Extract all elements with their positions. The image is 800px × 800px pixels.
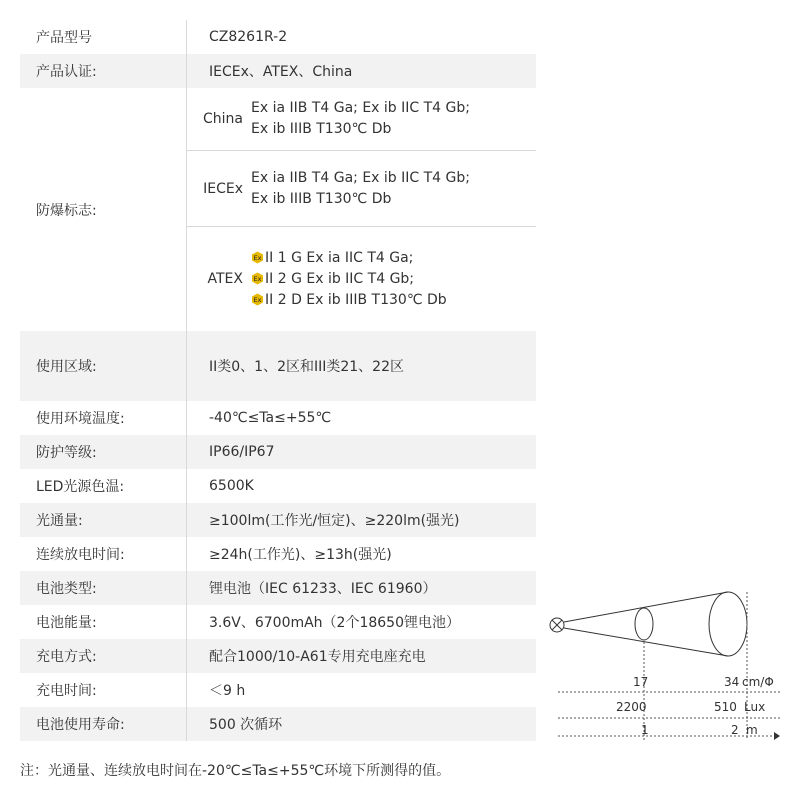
spec-value: II类0、1、2区和III类21、22区	[186, 331, 536, 401]
spec-row-charging	[20, 639, 536, 673]
spec-value: 配合1000/10-A61专用充电座充电	[186, 639, 536, 673]
svg-text:Ex: Ex	[253, 274, 262, 283]
spec-row-life	[20, 707, 536, 741]
spec-value: IP66/IP67	[186, 435, 536, 469]
spec-row-runtime	[20, 537, 536, 571]
spec-label: 产品认证:	[36, 64, 97, 80]
beam-edge-top	[564, 592, 728, 622]
ex-mark-icon	[251, 293, 264, 306]
ex-mark-icon	[251, 272, 264, 285]
near-lux: 2200	[616, 700, 647, 714]
spec-value: IECEx、ATEX、China	[186, 54, 536, 88]
marking-line	[251, 290, 447, 311]
marking-tag: IECEx	[203, 180, 243, 197]
spec-row-cct	[20, 469, 536, 503]
marking-group	[186, 88, 536, 331]
marking-iecex	[187, 150, 536, 226]
spec-row-temp	[20, 401, 536, 435]
marking-line-text: II 2 G Ex ib IIC T4 Gb;	[265, 270, 415, 287]
spec-row-cert	[20, 54, 536, 88]
far-diameter: 34	[724, 675, 740, 689]
spec-row-battery-type	[20, 571, 536, 605]
marking-line: Ex ib IIIB T130℃ Db	[251, 121, 392, 137]
ex-mark-icon	[251, 251, 264, 264]
spec-table	[20, 20, 536, 741]
spec-label: 使用环境温度:	[36, 411, 125, 427]
spec-row-flux	[20, 503, 536, 537]
spec-value: ≥24h(工作光)、≥13h(强光)	[186, 537, 536, 571]
spec-row-zone	[20, 331, 536, 401]
marking-line: Ex ia IIB T4 Ga; Ex ib IIC T4 Gb;	[251, 100, 470, 116]
spec-value: 锂电池（IEC 61233、IEC 61960）	[186, 571, 536, 605]
arrow-head-icon	[774, 732, 780, 740]
spec-value: ≥100lm(工作光/恒定)、≥220lm(强光)	[186, 503, 536, 537]
marking-atex	[187, 226, 536, 331]
spec-value: 500 次循环	[186, 707, 536, 741]
far-lux: 510	[714, 700, 737, 714]
lamp-icon	[550, 618, 564, 632]
spec-value: -40℃≤Ta≤+55℃	[186, 401, 536, 435]
marking-text	[251, 98, 470, 140]
spec-value: CZ8261R-2	[186, 20, 536, 54]
spec-value: ＜9 h	[186, 673, 536, 707]
marking-china	[187, 88, 536, 150]
spec-label: 充电方式:	[36, 649, 97, 665]
marking-text	[251, 168, 470, 210]
beam-diagram	[540, 580, 780, 750]
marking-line-text: II 2 D Ex ib IIIB T130℃ Db	[265, 291, 447, 308]
marking-line: Ex ia IIB T4 Ga; Ex ib IIC T4 Gb;	[251, 169, 470, 186]
spec-value: 3.6V、6700mAh（2个18650锂电池）	[186, 605, 536, 639]
near-distance: 1	[641, 723, 649, 737]
spec-label: 防爆标志:	[36, 202, 97, 219]
distance-unit: m	[746, 723, 758, 737]
beam-edge-bottom	[564, 628, 728, 656]
spec-row-ip	[20, 435, 536, 469]
marking-line-text: II 1 G Ex ia IIC T4 Ga;	[265, 249, 414, 266]
marking-line: Ex ib IIIB T130℃ Db	[251, 190, 392, 207]
marking-line	[251, 248, 447, 269]
spec-label: 连续放电时间:	[36, 547, 125, 563]
spec-row-marking	[20, 88, 536, 331]
spec-label: 产品型号	[36, 30, 92, 46]
spec-label: LED光源色温:	[36, 479, 125, 495]
marking-tag: ATEX	[207, 271, 243, 287]
near-diameter: 17	[633, 675, 649, 689]
far-distance: 2	[731, 723, 739, 737]
marking-text	[251, 248, 447, 311]
spec-label: 电池使用寿命:	[36, 717, 125, 733]
spec-row-charge-time	[20, 673, 536, 707]
spec-label: 电池类型:	[36, 581, 97, 597]
beam-near-ellipse	[635, 608, 653, 640]
diameter-unit: cm/Φ	[742, 675, 774, 689]
marking-tag: China	[203, 111, 243, 127]
spec-label: 充电时间:	[36, 683, 97, 699]
marking-line	[251, 269, 447, 290]
spec-label: 电池能量:	[36, 615, 97, 631]
footnote: 注：光通量、连续放电时间在-20℃≤Ta≤+55℃环境下所测得的值。	[20, 763, 451, 779]
svg-text:Ex: Ex	[253, 253, 262, 262]
spec-label: 防护等级:	[36, 445, 97, 461]
spec-value: 6500K	[186, 469, 536, 503]
lux-unit: Lux	[744, 700, 766, 714]
beam-far-ellipse	[709, 592, 747, 656]
spec-row-model	[20, 20, 536, 54]
svg-text:Ex: Ex	[253, 295, 262, 304]
spec-label: 使用区域:	[36, 359, 97, 375]
spec-row-battery-energy	[20, 605, 536, 639]
spec-label: 光通量:	[36, 513, 83, 529]
